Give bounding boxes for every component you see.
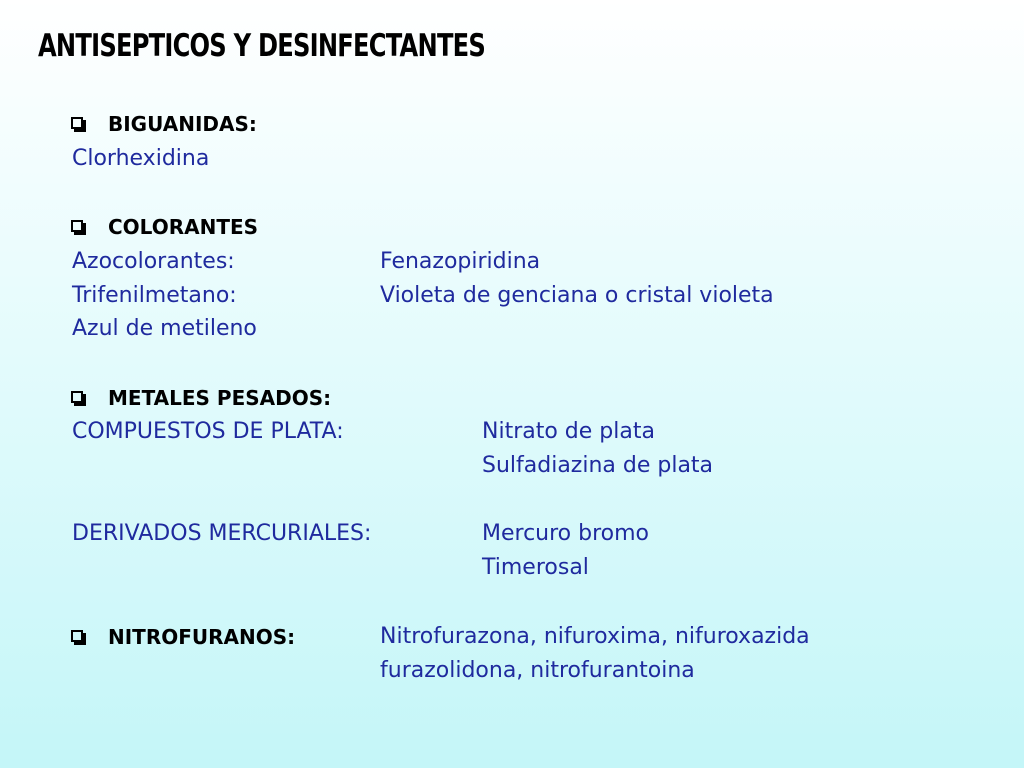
row-label: COMPUESTOS DE PLATA: <box>72 419 344 444</box>
row-label: Azul de metileno <box>72 316 257 341</box>
heading-text: METALES PESADOS: <box>108 386 332 410</box>
checkbox-bullet-icon <box>71 117 83 129</box>
row-value: furazolidona, nitrofurantoina <box>380 658 695 683</box>
heading-text: BIGUANIDAS: <box>108 112 257 136</box>
row-label: Azocolorantes: <box>72 249 235 274</box>
heading-text: COLORANTES <box>108 215 259 239</box>
row-derivados-mercuriales <box>72 518 650 550</box>
row-value: Sulfadiazina de plata <box>482 453 714 478</box>
row-azocolorantes <box>72 246 541 278</box>
row-value: Mercuro bromo <box>482 521 650 546</box>
row-value: Timerosal <box>482 555 589 580</box>
row-value: Violeta de genciana o cristal violeta <box>380 283 774 308</box>
row-compuestos-de-plata <box>72 416 655 448</box>
item-clorhexidina: Clorhexidina <box>72 146 210 171</box>
row-value: Nitrofurazona, nifuroxima, nifuroxazida <box>380 624 810 649</box>
checkbox-bullet-icon <box>71 220 83 232</box>
row-azul-de-metileno <box>72 313 257 345</box>
row-label: Trifenilmetano: <box>72 283 237 308</box>
row-value: Nitrato de plata <box>482 419 655 444</box>
checkbox-bullet-icon <box>71 630 83 642</box>
row-trifenilmetano <box>72 280 774 312</box>
checkbox-bullet-icon <box>71 391 83 403</box>
heading-text: NITROFURANOS: <box>108 625 296 649</box>
slide-title: ANTISEPTICOS Y DESINFECTANTES <box>38 28 486 64</box>
row-label: DERIVADOS MERCURIALES: <box>72 521 372 546</box>
row-value: Fenazopiridina <box>380 249 541 274</box>
